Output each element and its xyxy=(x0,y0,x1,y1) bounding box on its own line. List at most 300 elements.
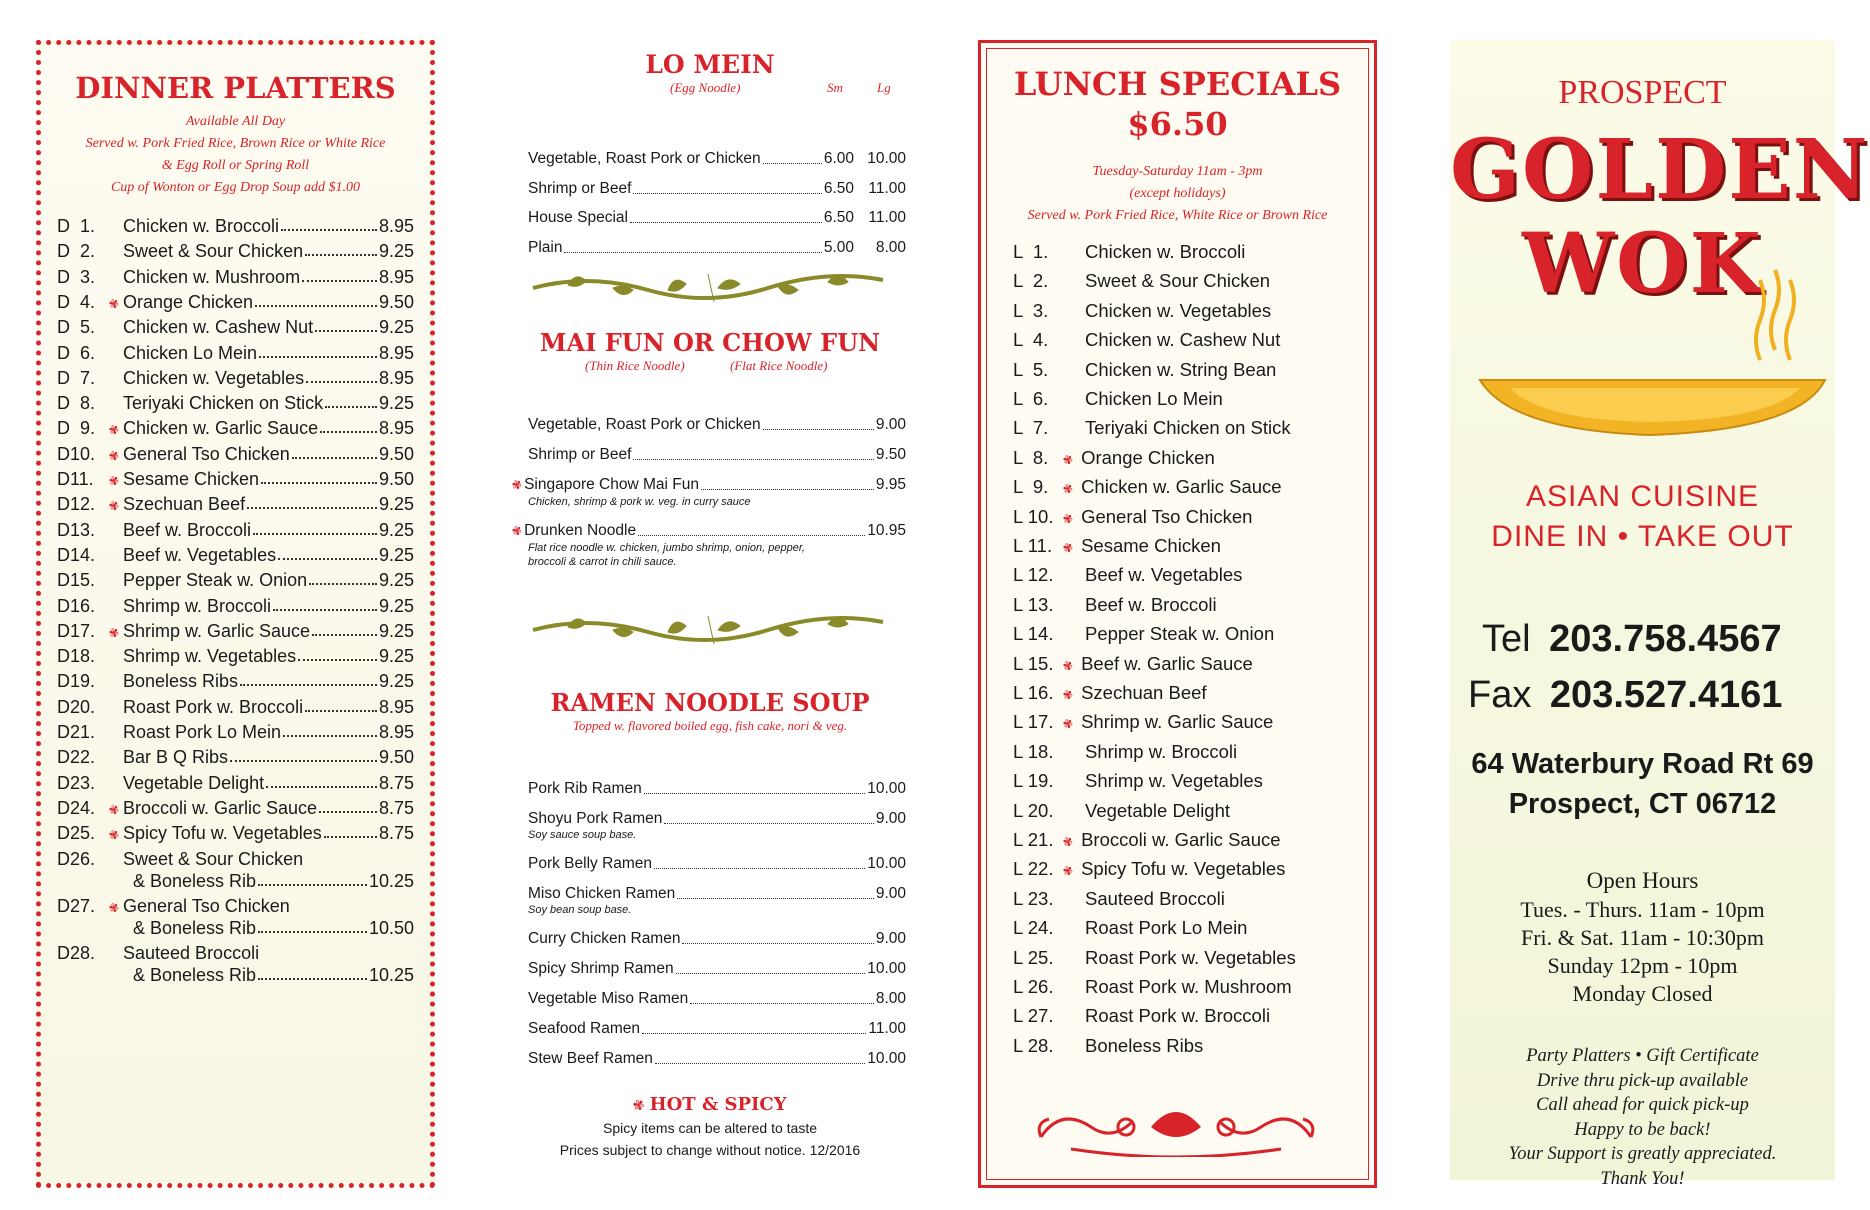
lunch-item xyxy=(1013,945,1296,971)
dinner-subtitle-4: Cup of Wonton or Egg Drop Soup add $1.00 xyxy=(110,180,361,195)
chili-pepper-icon: ✾ xyxy=(1060,657,1076,674)
item-price-small: 5.00 xyxy=(823,238,854,256)
item-number: D12. xyxy=(57,494,96,515)
item-number: D17. xyxy=(57,620,96,641)
item-name: Beef w. Broccoli xyxy=(1085,593,1217,615)
item-name: Bar B Q Ribs xyxy=(123,747,229,768)
item-name: Roast Pork w. Mushroom xyxy=(1085,976,1292,997)
dot-leader xyxy=(258,962,367,980)
spicy-slot xyxy=(109,770,123,796)
item-name: Pepper Steak w. Onion xyxy=(1085,623,1275,645)
tel-row xyxy=(1482,618,1782,661)
item-price: 8.00 xyxy=(875,990,906,1007)
item-number: L 22. xyxy=(1013,858,1054,880)
lunch-item xyxy=(1013,915,1247,941)
dinner-item xyxy=(57,441,414,467)
item-name: Beef w. Vegetables xyxy=(123,544,277,565)
item-price: 9.25 xyxy=(378,544,414,565)
dinner-item xyxy=(57,314,414,340)
item-name: Beef w. Garlic Sauce xyxy=(1081,652,1253,674)
fax-label: Fax xyxy=(1468,674,1532,716)
note-line: Happy to be back! xyxy=(1574,1119,1711,1140)
item-name: Spicy Tofu w. Vegetables xyxy=(123,823,322,844)
lunch-item xyxy=(1013,1003,1270,1029)
ramen-item xyxy=(528,1048,906,1070)
item-name: Shrimp or Beef xyxy=(528,179,632,197)
item-number: L 18. xyxy=(1013,740,1054,762)
item-name: Vegetable Delight xyxy=(1085,799,1231,821)
item-price: 8.75 xyxy=(378,823,414,844)
spicy-slot xyxy=(109,567,123,593)
item-number: D14. xyxy=(57,544,96,565)
item-price: 9.25 xyxy=(378,620,414,641)
maifun-subtitle-1: (Thin Rice Noodle) xyxy=(585,358,685,373)
item-name: Boneless Ribs xyxy=(123,671,239,692)
item-number: L 8. xyxy=(1013,446,1049,468)
ramen-item xyxy=(528,853,906,875)
item-number: L 7. xyxy=(1013,417,1049,439)
item-name: Roast Pork Lo Mein xyxy=(123,722,282,742)
item-name: Chicken w. Broccoli xyxy=(1085,241,1246,262)
item-price: 9.25 xyxy=(378,241,414,262)
item-price-small: 6.50 xyxy=(823,209,854,226)
item-price: 9.50 xyxy=(378,747,414,768)
item-name: Spicy Tofu w. Vegetables xyxy=(1081,858,1286,880)
item-name: Roast Pork w. Broccoli xyxy=(123,696,304,717)
dot-leader xyxy=(564,237,821,253)
dinner-combo-line2 xyxy=(57,915,414,941)
item-name: Pepper Steak w. Onion xyxy=(123,570,308,591)
item-price: 9.00 xyxy=(875,810,906,827)
lunch-item xyxy=(1013,268,1270,294)
item-name: Singapore Chow Mai Fun xyxy=(524,476,699,493)
item-price: 8.95 xyxy=(378,722,414,742)
item-number: L 21. xyxy=(1013,829,1054,850)
note-line: Your Support is greatly appreciated. xyxy=(1508,1144,1777,1164)
spicy-slot xyxy=(109,238,123,264)
item-number: L 17. xyxy=(1013,711,1054,733)
item-number: D 4. xyxy=(57,291,96,312)
item-name: Roast Pork w. Vegetables xyxy=(1085,946,1296,968)
dinner-item xyxy=(57,719,414,745)
item-name: Chicken w. Garlic Sauce xyxy=(1081,476,1282,498)
hours-line: Monday Closed xyxy=(1572,981,1713,1006)
dot-leader xyxy=(312,618,377,636)
brand-cuisine: ASIAN CUISINE xyxy=(1525,480,1760,513)
lunch-subtitle-1: Tuesday-Saturday 11am - 3pm xyxy=(1092,164,1263,179)
item-price: 10.95 xyxy=(867,522,906,539)
dinner-item xyxy=(57,694,414,720)
spicy-slot xyxy=(106,466,123,492)
dinner-item xyxy=(57,744,414,770)
spicy-slot xyxy=(109,668,123,694)
tel-label: Tel xyxy=(1482,618,1531,660)
item-name: Roast Pork Lo Mein xyxy=(1085,917,1248,939)
dinner-subtitle-1: Available All Day xyxy=(185,114,286,129)
lomein-lg-header: Lg xyxy=(877,80,891,95)
spicy-slot xyxy=(109,744,123,770)
lunch-item xyxy=(1013,504,1252,532)
maifun-item xyxy=(509,474,906,496)
dot-leader xyxy=(690,988,874,1004)
ramen-list xyxy=(500,748,920,1088)
ramen-item xyxy=(528,778,906,800)
lunch-subtitle-3: Served w. Pork Fried Rice, White Rice or Brown Rice xyxy=(1027,208,1328,223)
brand-golden: GOLDEN xyxy=(1450,122,1870,218)
lunch-item xyxy=(1013,445,1215,473)
item-price: 8.95 xyxy=(378,367,414,388)
item-name: General Tso Chicken xyxy=(123,443,290,464)
item-number: L 3. xyxy=(1013,299,1049,321)
item-name: Shrimp w. Broccoli xyxy=(1085,740,1238,762)
item-price: 9.25 xyxy=(378,595,414,616)
dinner-item xyxy=(57,593,414,619)
spicy-slot xyxy=(109,694,123,720)
item-number: D 2. xyxy=(57,241,96,262)
item-price: 9.25 xyxy=(378,393,414,414)
item-name-continued: & Boneless Rib xyxy=(133,917,257,938)
dot-leader xyxy=(281,213,377,231)
spicy-slot xyxy=(106,491,123,517)
chili-pepper-icon: ✾ xyxy=(106,497,122,515)
maifun-title: MAI FUN OR CHOW FUN xyxy=(539,328,881,357)
dot-leader xyxy=(258,915,367,933)
item-number: D 8. xyxy=(57,393,96,414)
lomein-item xyxy=(528,207,906,229)
item-price: 9.25 xyxy=(378,570,414,591)
address-line-1: 64 Waterbury Road Rt 69 xyxy=(1471,748,1814,780)
footer-line-1: Spicy items can be altered to taste xyxy=(603,1120,817,1136)
brand-wok: WOK xyxy=(1522,216,1763,312)
item-number: L 1. xyxy=(1013,241,1049,262)
item-price: 8.95 xyxy=(378,266,414,287)
item-name: Curry Chicken Ramen xyxy=(528,930,681,947)
tel-number[interactable]: 203.758.4567 xyxy=(1549,618,1782,660)
notes-list xyxy=(1450,1044,1835,1191)
item-price: 11.00 xyxy=(868,1020,906,1037)
item-number: L 10. xyxy=(1013,505,1054,527)
item-price-large: 11.00 xyxy=(868,179,906,197)
dot-leader xyxy=(261,466,377,484)
item-price: 10.00 xyxy=(867,780,906,797)
item-name: Beef w. Vegetables xyxy=(1085,564,1243,586)
note-line: Party Platters • Gift Certificate xyxy=(1526,1046,1759,1066)
chili-pepper-icon: ✾ xyxy=(1060,451,1076,469)
item-number: L 25. xyxy=(1013,946,1054,968)
dot-leader xyxy=(309,567,377,585)
footer-line-2: Prices subject to change without notice. 12/2016 xyxy=(559,1142,861,1158)
item-number: D10. xyxy=(57,443,96,464)
lunch-item xyxy=(1013,386,1223,412)
dinner-combo-line2 xyxy=(57,962,414,988)
dot-leader xyxy=(655,1048,865,1064)
spicy-slot xyxy=(109,264,123,290)
item-number: D 6. xyxy=(57,342,96,363)
dinner-subtitle-3: & Egg Roll or Spring Roll xyxy=(161,158,310,173)
maifun-item xyxy=(528,444,906,466)
hours-list xyxy=(1450,896,1835,1008)
item-name: Szechuan Beef xyxy=(1081,682,1207,703)
chili-pepper-icon: ✾ xyxy=(1060,716,1076,733)
item-name: Boneless Ribs xyxy=(1085,1034,1204,1056)
item-price: 8.75 xyxy=(378,797,414,818)
item-price: 10.00 xyxy=(867,960,906,977)
dot-leader xyxy=(320,415,377,433)
dot-leader xyxy=(763,148,822,164)
dinner-subtitle-2: Served w. Pork Fried Rice, Brown Rice or White Rice xyxy=(85,136,386,151)
dot-leader xyxy=(682,928,873,944)
dot-leader xyxy=(324,820,377,838)
chili-pepper-icon: ✾ xyxy=(509,476,525,494)
lunch-item xyxy=(1013,651,1253,679)
item-price: 10.25 xyxy=(368,964,414,985)
dot-leader xyxy=(319,795,377,813)
chili-pepper-icon: ✾ xyxy=(509,522,525,540)
item-price: 8.75 xyxy=(378,772,414,793)
dot-leader xyxy=(638,520,865,536)
dinner-item xyxy=(57,289,414,315)
chili-pepper-icon: ✾ xyxy=(1060,510,1076,527)
dot-leader xyxy=(325,390,377,408)
address-line-2: Prospect, CT 06712 xyxy=(1508,788,1777,820)
brand-panel xyxy=(1450,40,1870,1189)
item-number: L 12. xyxy=(1013,564,1054,586)
item-name: Pork Rib Ramen xyxy=(528,780,642,797)
chili-pepper-icon: ✾ xyxy=(1060,539,1076,557)
chili-pepper-icon: ✾ xyxy=(1060,480,1076,498)
item-name: Shrimp w. Vegetables xyxy=(1085,770,1263,792)
chili-pepper-icon: ✾ xyxy=(1060,686,1076,704)
item-name: Shrimp w. Broccoli xyxy=(123,595,272,616)
dot-leader xyxy=(305,238,377,256)
dinner-item xyxy=(57,340,414,366)
lunch-item xyxy=(1013,357,1276,383)
ramen-item xyxy=(528,1018,906,1040)
item-price-large: 11.00 xyxy=(868,209,906,226)
item-number: L 23. xyxy=(1013,887,1054,909)
item-number: L 20. xyxy=(1013,799,1054,821)
noodles-panel xyxy=(500,40,920,1188)
chili-pepper-icon: ✾ xyxy=(106,472,122,490)
item-number: D13. xyxy=(57,519,96,540)
item-name: Teriyaki Chicken on Stick xyxy=(123,393,324,414)
lunch-subtitle-2: (except holidays) xyxy=(1129,186,1226,201)
item-price: 10.25 xyxy=(368,870,414,891)
dinner-item xyxy=(57,795,414,821)
lunch-title: LUNCH SPECIALS xyxy=(1013,65,1342,103)
item-number: L 14. xyxy=(1013,623,1054,645)
item-number: D18. xyxy=(57,646,96,667)
lunch-item xyxy=(1013,886,1225,912)
ramen-item xyxy=(528,883,906,905)
item-name: Sesame Chicken xyxy=(123,469,260,489)
item-number: D26. xyxy=(57,848,96,869)
ramen-item xyxy=(528,958,906,980)
item-name: Chicken w. Vegetables xyxy=(1085,299,1272,321)
item-name-continued: & Boneless Rib xyxy=(133,870,257,891)
lunch-item xyxy=(1013,592,1217,618)
item-price: 9.25 xyxy=(378,317,414,338)
spicy-slot xyxy=(109,365,123,391)
lunch-item xyxy=(1013,974,1292,1000)
hours-title: Open Hours xyxy=(1586,868,1699,893)
item-number: L 9. xyxy=(1013,476,1049,498)
item-name: Chicken w. Mushroom xyxy=(123,266,301,287)
brand-dine-take-out: DINE IN • TAKE OUT xyxy=(1491,520,1794,553)
dinner-item xyxy=(57,415,414,441)
item-name: Vegetable Miso Ramen xyxy=(528,990,689,1007)
item-name: Sauteed Broccoli xyxy=(1085,887,1225,909)
lunch-item xyxy=(1013,768,1263,794)
item-name: Plain xyxy=(528,238,563,256)
item-name: Miso Chicken Ramen xyxy=(528,885,676,902)
item-name: Chicken Lo Mein xyxy=(1085,388,1223,409)
maifun-list xyxy=(500,386,920,566)
spicy-slot xyxy=(109,542,123,568)
red-flourish-ornament xyxy=(1031,1087,1321,1157)
item-number: D20. xyxy=(57,696,96,717)
dot-leader xyxy=(302,264,377,282)
item-price: 9.00 xyxy=(875,885,906,902)
dot-leader xyxy=(283,719,377,737)
item-number: D11. xyxy=(57,469,94,489)
spicy-slot xyxy=(106,441,123,467)
dot-leader xyxy=(292,441,377,459)
item-name: Stew Beef Ramen xyxy=(528,1050,653,1067)
item-price: 10.00 xyxy=(867,1050,906,1067)
chili-pepper-icon: ✾ xyxy=(106,899,122,916)
dinner-item xyxy=(57,213,414,239)
lunch-item xyxy=(1013,621,1274,647)
dot-leader xyxy=(633,444,873,460)
lunch-item xyxy=(1013,1033,1203,1059)
item-name: General Tso Chicken xyxy=(1081,505,1253,527)
lunch-item xyxy=(1013,709,1273,737)
dinner-item xyxy=(57,770,414,796)
item-price: 9.00 xyxy=(875,416,906,433)
item-price-small: 6.50 xyxy=(823,179,854,197)
item-number: D 1. xyxy=(57,216,96,236)
spicy-slot xyxy=(109,593,123,619)
item-name: Chicken w. Cashew Nut xyxy=(123,317,314,338)
dinner-item xyxy=(57,491,414,517)
dot-leader xyxy=(633,178,821,194)
vine-ornament xyxy=(528,610,888,650)
item-name: House Special xyxy=(528,209,628,226)
item-number: L 28. xyxy=(1013,1034,1054,1056)
ramen-item xyxy=(528,808,906,830)
note-line: Thank You! xyxy=(1600,1168,1685,1189)
item-name: Chicken w. Cashew Nut xyxy=(1085,329,1281,351)
dinner-platters-panel xyxy=(36,40,435,1188)
item-price: 10.50 xyxy=(368,917,414,938)
item-name: General Tso Chicken xyxy=(123,895,290,916)
item-price: 9.50 xyxy=(378,443,414,464)
item-name: Sweet & Sour Chicken xyxy=(123,848,304,869)
item-name: Chicken w. String Bean xyxy=(1085,358,1277,380)
dot-leader xyxy=(253,517,377,535)
dot-leader xyxy=(664,808,873,824)
item-price: 8.95 xyxy=(378,342,414,363)
dot-leader xyxy=(676,958,866,974)
dot-leader xyxy=(763,414,874,430)
item-price: 9.25 xyxy=(378,519,414,540)
item-description: broccoli & carrot in chili sauce. xyxy=(528,556,677,568)
chili-pepper-icon: ✾ xyxy=(1060,833,1076,851)
dot-leader xyxy=(630,207,822,223)
item-name: Broccoli w. Garlic Sauce xyxy=(123,797,318,818)
item-name: Sesame Chicken xyxy=(1081,535,1221,556)
dinner-list xyxy=(57,213,414,1183)
item-name: Chicken w. Vegetables xyxy=(123,367,305,388)
item-description: Soy bean soup base. xyxy=(528,904,632,916)
item-number: L 27. xyxy=(1013,1005,1054,1027)
dot-leader xyxy=(255,289,377,307)
spicy-slot xyxy=(109,213,123,239)
chili-pepper-icon: ✾ xyxy=(106,801,122,819)
item-number: L 4. xyxy=(1013,329,1049,351)
dinner-combo-line2 xyxy=(57,868,414,894)
item-number: L 15. xyxy=(1013,652,1054,674)
item-name: Roast Pork w. Broccoli xyxy=(1085,1005,1271,1027)
item-name: Shoyu Pork Ramen xyxy=(528,810,663,827)
item-name: Shrimp w. Vegetables xyxy=(123,646,297,667)
item-name: Sweet & Sour Chicken xyxy=(1085,270,1271,292)
spicy-slot xyxy=(106,795,123,821)
item-number: D 7. xyxy=(57,367,96,388)
ramen-title: RAMEN NOODLE SOUP xyxy=(550,688,870,717)
item-number: D27. xyxy=(57,895,96,916)
item-description: Chicken, shrimp & pork w. veg. in curry sauce xyxy=(528,496,751,508)
item-price: 9.95 xyxy=(875,476,906,493)
lunch-item xyxy=(1013,239,1245,265)
item-name: Chicken Lo Mein xyxy=(123,342,258,363)
lunch-item xyxy=(1013,856,1285,884)
dot-leader xyxy=(258,868,367,886)
item-name: Spicy Shrimp Ramen xyxy=(528,960,674,977)
lunch-specials-panel xyxy=(978,40,1377,1188)
item-name: Chicken w. Broccoli xyxy=(123,216,280,236)
lunch-item xyxy=(1013,739,1237,765)
item-number: D16. xyxy=(57,595,96,616)
dinner-item xyxy=(57,390,414,416)
dinner-item xyxy=(57,618,414,644)
lunch-list xyxy=(981,239,1374,1119)
dot-leader xyxy=(315,314,377,332)
item-name: Drunken Noodle xyxy=(524,522,637,539)
lomein-list xyxy=(500,108,920,256)
lomein-item xyxy=(528,178,906,200)
item-price: 9.50 xyxy=(378,291,414,312)
item-number: L 6. xyxy=(1013,388,1049,409)
dot-leader xyxy=(230,744,377,762)
item-price-small: 6.00 xyxy=(823,150,854,167)
item-name: Orange Chicken xyxy=(123,291,254,312)
item-number: L 11. xyxy=(1013,535,1053,556)
item-number: D 3. xyxy=(57,266,96,287)
ramen-item xyxy=(528,988,906,1010)
item-price: 9.25 xyxy=(378,646,414,667)
dinner-item xyxy=(57,820,414,846)
item-name: Orange Chicken xyxy=(1081,446,1215,468)
spicy-slot xyxy=(109,719,123,745)
dot-leader xyxy=(278,542,377,560)
lunch-item xyxy=(1013,827,1281,855)
dot-leader xyxy=(305,694,377,712)
chili-pepper-icon: ✾ xyxy=(106,295,122,313)
item-number: D28. xyxy=(57,942,96,963)
chili-pepper-icon: ✾ xyxy=(1060,863,1076,880)
